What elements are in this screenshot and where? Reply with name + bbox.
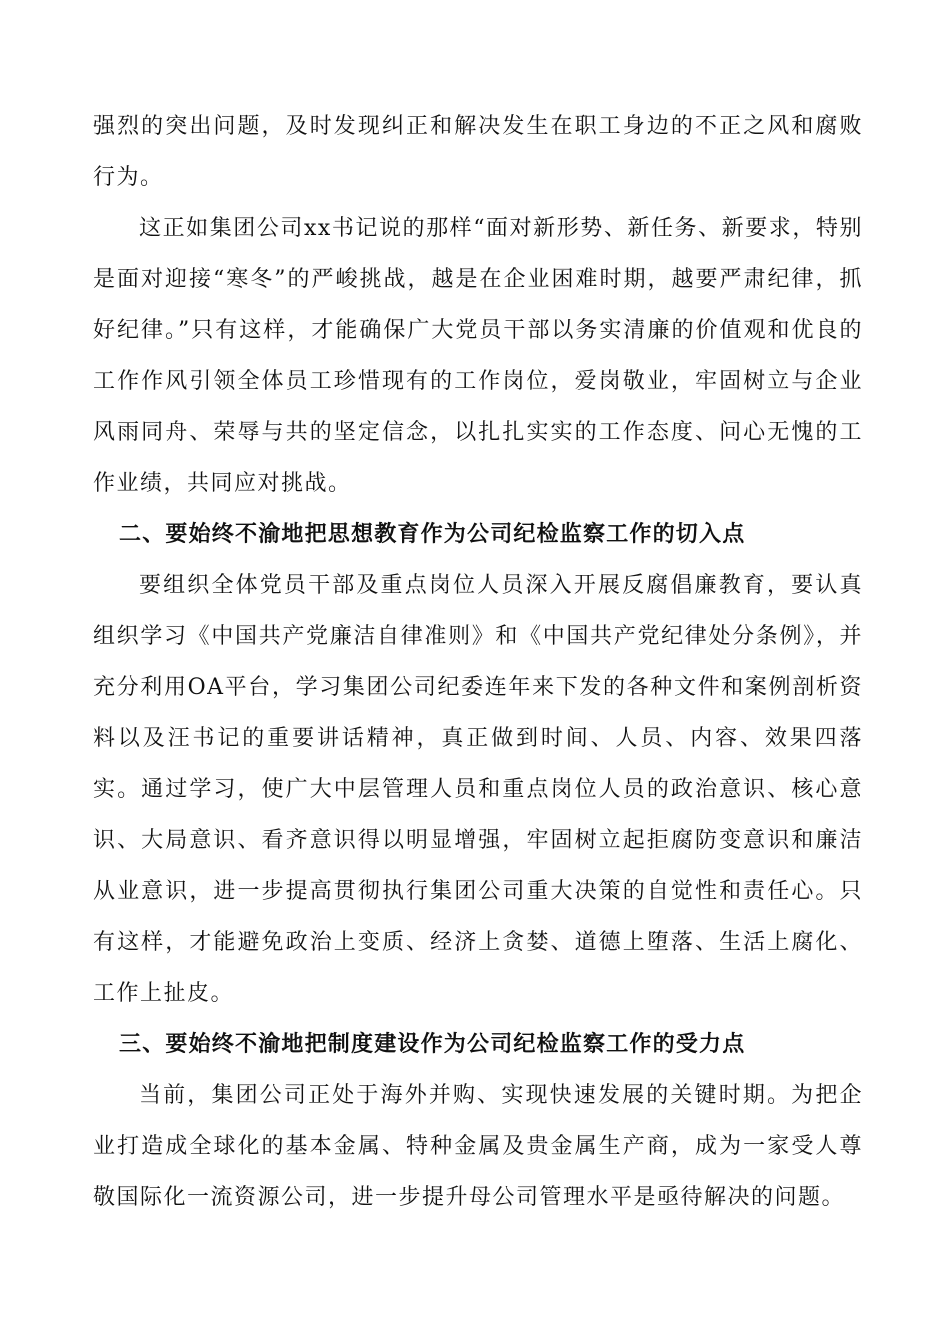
section-heading-2: 二、要始终不渝地把思想教育作为公司纪检监察工作的切入点 bbox=[119, 522, 746, 547]
paragraph-system: 当前，集团公司正处于海外并购、实现快速发展的关键时期。为把企业打造成全球化的基本金属、特种金属及贵金属生产商，成为一家受人尊敬国际化一流资源公司，进一步提升母公司管理水平是亟待解决的问题。 bbox=[93, 1083, 863, 1210]
section-heading-3: 三、要始终不渝地把制度建设作为公司纪检监察工作的受力点 bbox=[119, 1032, 746, 1057]
paragraph-quote: 这正如集团公司xx书记说的那样“面对新形势、新任务、新要求，特别是面对迎接“寒冬”的严峻挑战，越是在企业困难时期，越要严肃纪律，抓好纪律。”只有这样，才能确保广大党员干部以务实清廉的价值观和优良的工作作风引领全体员工珍惜现有的工作岗位，爱岗敬业，牢固树立与企业风雨同舟、荣辱与共的坚定信念，以扎扎实实的工作态度、问心无愧的工作业绩，共同应对挑战。 bbox=[93, 216, 863, 496]
document-body bbox=[93, 101, 863, 1223]
paragraph-continued: 强烈的突出问题，及时发现纠正和解决发生在职工身边的不正之风和腐败行为。 bbox=[93, 114, 863, 190]
paragraph-education: 要组织全体党员干部及重点岗位人员深入开展反腐倡廉教育，要认真组织学习《中国共产党廉洁自律准则》和《中国共产党纪律处分条例》，并充分利用OA平台，学习集团公司纪委连年来下发的各种文件和案例剖析资料以及汪书记的重要讲话精神，真正做到时间、人员、内容、效果四落实。通过学习，使广大中层管理人员和重点岗位人员的政治意识、核心意识、大局意识、看齐意识得以明显增强，牢固树立起拒腐防变意识和廉洁从业意识，进一步提高贯彻执行集团公司重大决策的自觉性和责任心。只有这样，才能避免政治上变质、经济上贪婪、道德上堕落、生活上腐化、工作上扯皮。 bbox=[93, 573, 863, 1006]
